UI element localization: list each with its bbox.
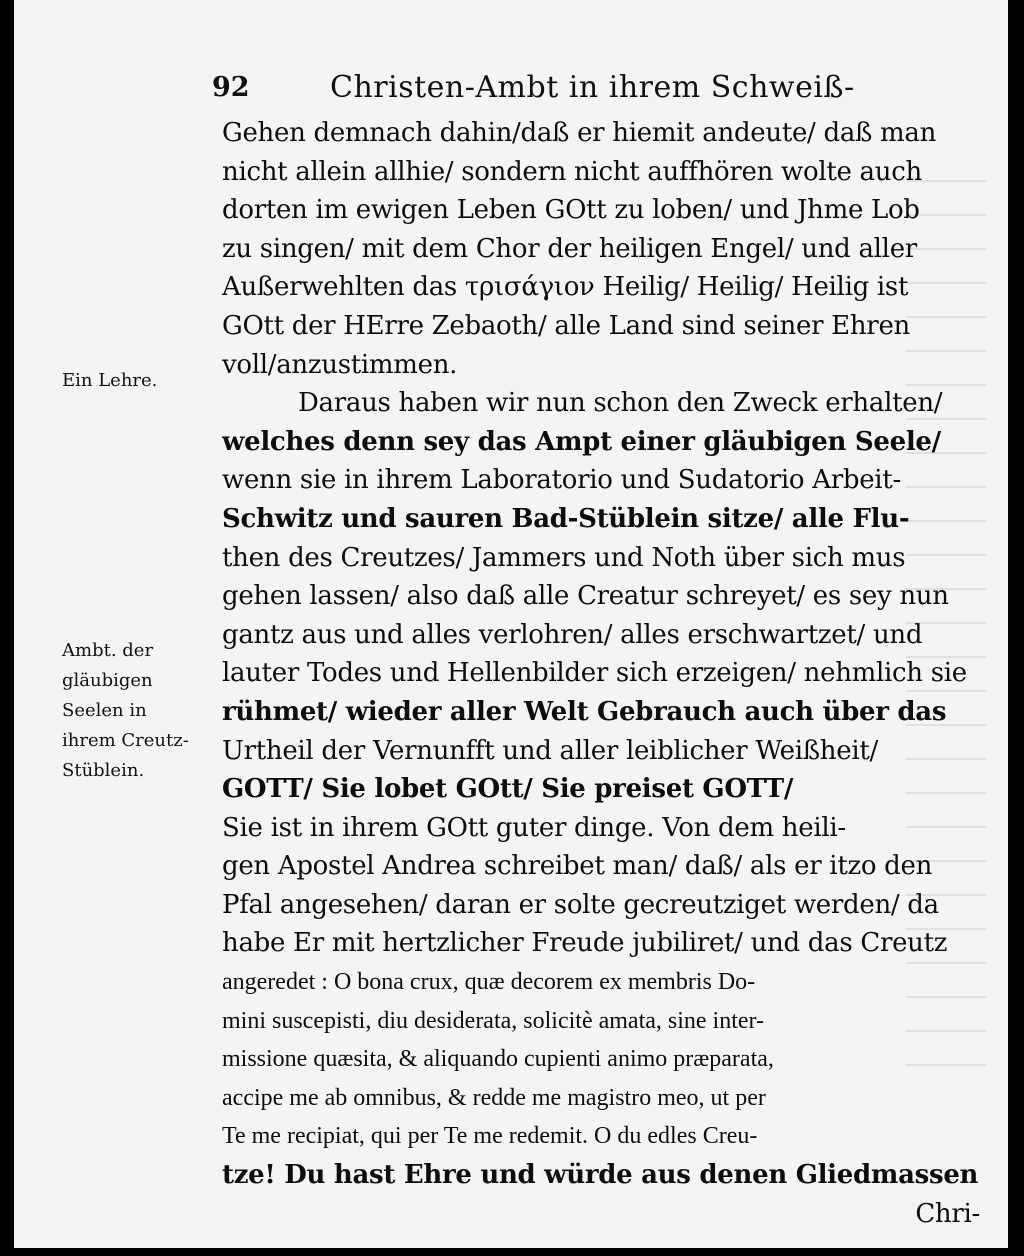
text-line: tze! Du hast Ehre und würde aus denen Gliedmassen: [222, 1160, 979, 1191]
page-header: [212, 66, 972, 114]
text-line: Urtheil der Vernunfft und aller leiblicher Weißheit/: [222, 735, 878, 766]
text-line: Schwitz und sauren Bad-Stüblein sitze/ alle Flu-: [222, 503, 910, 534]
text-line: then des Creutzes/ Jammers und Noth über sich mus: [222, 542, 906, 573]
text-line: lauter Todes und Hellenbilder sich erzeigen/ nehmlich sie: [222, 658, 967, 689]
book-page: [14, 0, 1008, 1248]
text-line: accipe me ab omnibus, & redde me magistro meo, ut per: [222, 1084, 766, 1111]
text-line: wenn sie in ihrem Laboratorio und Sudatorio Arbeit-: [222, 465, 901, 496]
text-line: Daraus haben wir nun schon den Zweck erhalten/: [298, 388, 943, 419]
text-line: gehen lassen/ also daß alle Creatur schreyet/ es sey nun: [222, 581, 949, 612]
text-line: Gehen demnach dahin/daß er hiemit andeute/ daß man: [222, 118, 937, 148]
catchword: Chri-: [915, 1198, 980, 1229]
text-line: dorten im ewigen Leben GOtt zu loben/ und Jhme Lob: [222, 195, 920, 226]
margin-note-line: ihrem Creutz-: [62, 730, 189, 751]
text-line: Außerwehlten das τρισάγιον Heilig/ Heilig/ Heilig ist: [222, 272, 909, 303]
page-content: [14, 0, 1008, 1248]
text-line: GOTT/ Sie lobet GOtt/ Sie preiset GOTT/: [222, 774, 794, 805]
margin-note-line: Seelen in: [62, 700, 147, 721]
margin-note-ambt: [62, 636, 212, 786]
text-line: Sie ist in ihrem GOtt guter dinge. Von dem heili-: [222, 812, 846, 843]
text-line: GOtt der HErre Zebaoth/ alle Land sind seiner Ehren: [222, 310, 910, 341]
text-line: voll/anzustimmen.: [222, 349, 458, 380]
text-line: Pfal angesehen/ daran er solte gecreutziget werden/ da: [222, 889, 939, 920]
page-number: 92: [212, 72, 250, 103]
margin-note-line: Ein Lehre.: [62, 370, 158, 391]
margin-note-line: Ambt. der: [62, 640, 154, 661]
text-line: Te me recipiat, qui per Te me redemit. O du edles Creu-: [222, 1123, 758, 1150]
text-line: gantz aus und alles verlohren/ alles erschwartzet/ und: [222, 619, 923, 650]
text-line: gen Apostel Andrea schreibet man/ daß/ als er itzo den: [222, 851, 933, 882]
text-line: angeredet : O bona crux, quæ decorem ex membris Do-: [222, 969, 756, 996]
running-title: Christen-Ambt in ihrem Schweiß-: [330, 70, 855, 105]
text-line: rühmet/ wieder aller Welt Gebrauch auch über das: [222, 696, 947, 727]
text-line: missione quæsita, & aliquando cupienti animo præparata,: [222, 1046, 774, 1073]
margin-note-line: Stüblein.: [62, 760, 145, 781]
text-line: welches denn sey das Ampt einer gläubigen Seele/: [222, 426, 941, 457]
text-line: habe Er mit hertzlicher Freude jubiliret/ und das Creutz: [222, 928, 948, 959]
text-line: nicht allein allhie/ sondern nicht auffhören wolte auch: [222, 156, 922, 187]
margin-note-line: gläubigen: [62, 670, 153, 691]
text-line: mini suscepisti, diu desiderata, solicitè amata, sine inter-: [222, 1007, 765, 1034]
body-text: [222, 114, 980, 1233]
margin-note-lehre: [62, 366, 212, 396]
text-line: zu singen/ mit dem Chor der heiligen Engel/ und aller: [222, 233, 917, 264]
